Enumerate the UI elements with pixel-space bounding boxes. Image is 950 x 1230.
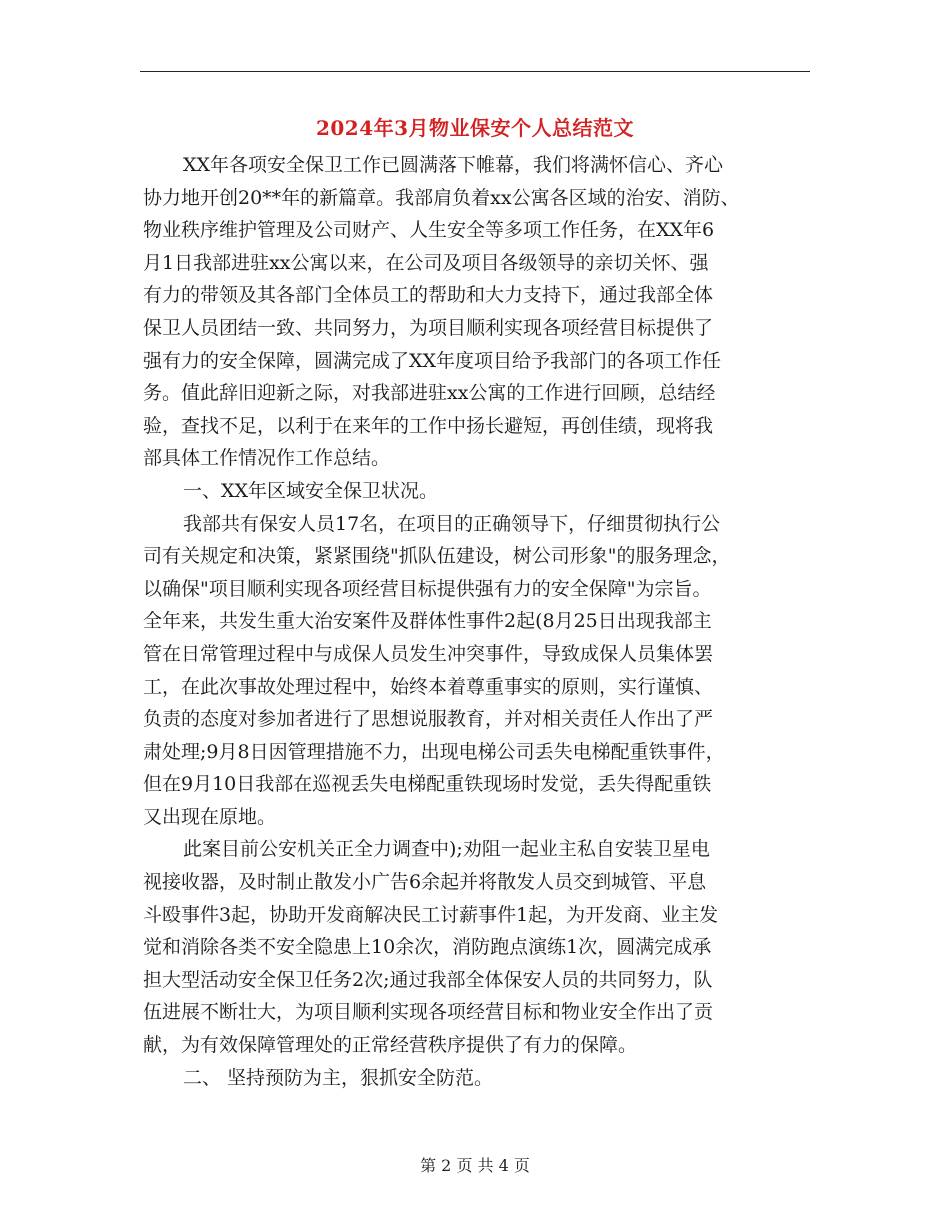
text-line: 务。值此辞旧迎新之际，对我部进驻xx公寓的工作进行回顾，总结经 — [143, 382, 716, 405]
body-paragraph — [143, 149, 823, 475]
text-line: 协力地开创20**年的新篇章。我部肩负着xx公寓各区域的治安、消防、 — [143, 186, 740, 209]
text-line: 伍进展不断壮大，为项目顺利实现各项经营目标和物业安全作出了贡 — [143, 1001, 714, 1024]
text-line: 斗殴事件3起，协助开发商解决民工讨薪事件1起，为开发商、业主发 — [143, 903, 719, 926]
body-paragraph — [143, 508, 823, 834]
text-line: 担大型活动安全保卫任务2次;通过我部全体保安人员的共同努力，队 — [143, 968, 713, 991]
text-line: 保卫人员团结一致、共同努力，为项目顺利实现各项经营目标提供了 — [143, 316, 714, 339]
text-line: 有力的带领及其各部门全体员工的帮助和大力支持下，通过我部全体 — [143, 284, 714, 307]
text-line: 但在9月10日我部在巡视丢失电梯配重铁现场时发觉，丢失得配重铁 — [143, 773, 712, 796]
text-line: 月1日我部进驻xx公寓以来，在公司及项目各级领导的亲切关怀、强 — [143, 251, 709, 274]
text-line: 强有力的安全保障，圆满完成了XX年度项目给予我部门的各项工作任 — [143, 349, 722, 372]
text-line: 物业秩序维护管理及公司财产、人生安全等多项工作任务，在XX年6 — [143, 219, 715, 242]
text-line: 负责的态度对参加者进行了思想说服教育，并对相关责任人作出了严 — [143, 708, 714, 731]
page-number: 第 2 页 共 4 页 — [420, 1156, 530, 1175]
text-line: 以确保"项目顺利实现各项经营目标提供强有力的安全保障"为宗旨。 — [143, 577, 712, 600]
text-line: 工，在此次事故处理过程中，始终本着尊重事实的原则，实行谨慎、 — [143, 675, 714, 698]
text-line: 管在日常管理过程中与成保人员发生冲突事件，导致成保人员集体罢 — [143, 642, 714, 665]
text-line: 一、XX年区域安全保卫状况。 — [183, 479, 439, 502]
text-line: 此案目前公安机关正全力调查中);劝阻一起业主私自安装卫星电 — [183, 838, 710, 861]
text-line: 又出现在原地。 — [143, 805, 277, 828]
document-title: 2024年3月物业保安个人总结范文 — [315, 116, 635, 140]
text-line: 部具体工作情况作工作总结。 — [143, 447, 391, 470]
text-line: 司有关规定和决策，紧紧围绕"抓队伍建设，树公司形象"的服务理念， — [143, 545, 731, 568]
header-rule — [140, 71, 810, 72]
text-line: 二、 坚持预防为主，狠抓安全防范。 — [183, 1066, 494, 1089]
text-line: 我部共有保安人员17名，在项目的正确领导下，仔细贯彻执行公 — [183, 512, 721, 535]
text-line: 觉和消除各类不安全隐患上10余次，消防跑点演练1次，圆满完成承 — [143, 936, 712, 959]
document-body — [143, 149, 823, 1094]
text-line: 验，查找不足，以利于在来年的工作中扬长避短，再创佳绩，现将我 — [143, 414, 714, 437]
body-paragraph — [143, 833, 823, 1061]
text-line: 肃处理;9月8日因管理措施不力，出现电梯公司丢失电梯配重铁事件， — [143, 740, 725, 763]
text-line: 献，为有效保障管理处的正常经营秩序提供了有力的保障。 — [143, 1034, 638, 1057]
body-paragraph — [143, 1062, 823, 1095]
text-line: 视接收器，及时制止散发小广告6余起并将散发人员交到城管、平息 — [143, 871, 707, 894]
body-paragraph — [143, 475, 823, 508]
text-line: XX年各项安全保卫工作已圆满落下帷幕，我们将满怀信心、齐心 — [183, 154, 724, 176]
text-line: 全年来，共发生重大治安案件及群体性事件2起(8月25日出现我部主 — [143, 610, 712, 633]
